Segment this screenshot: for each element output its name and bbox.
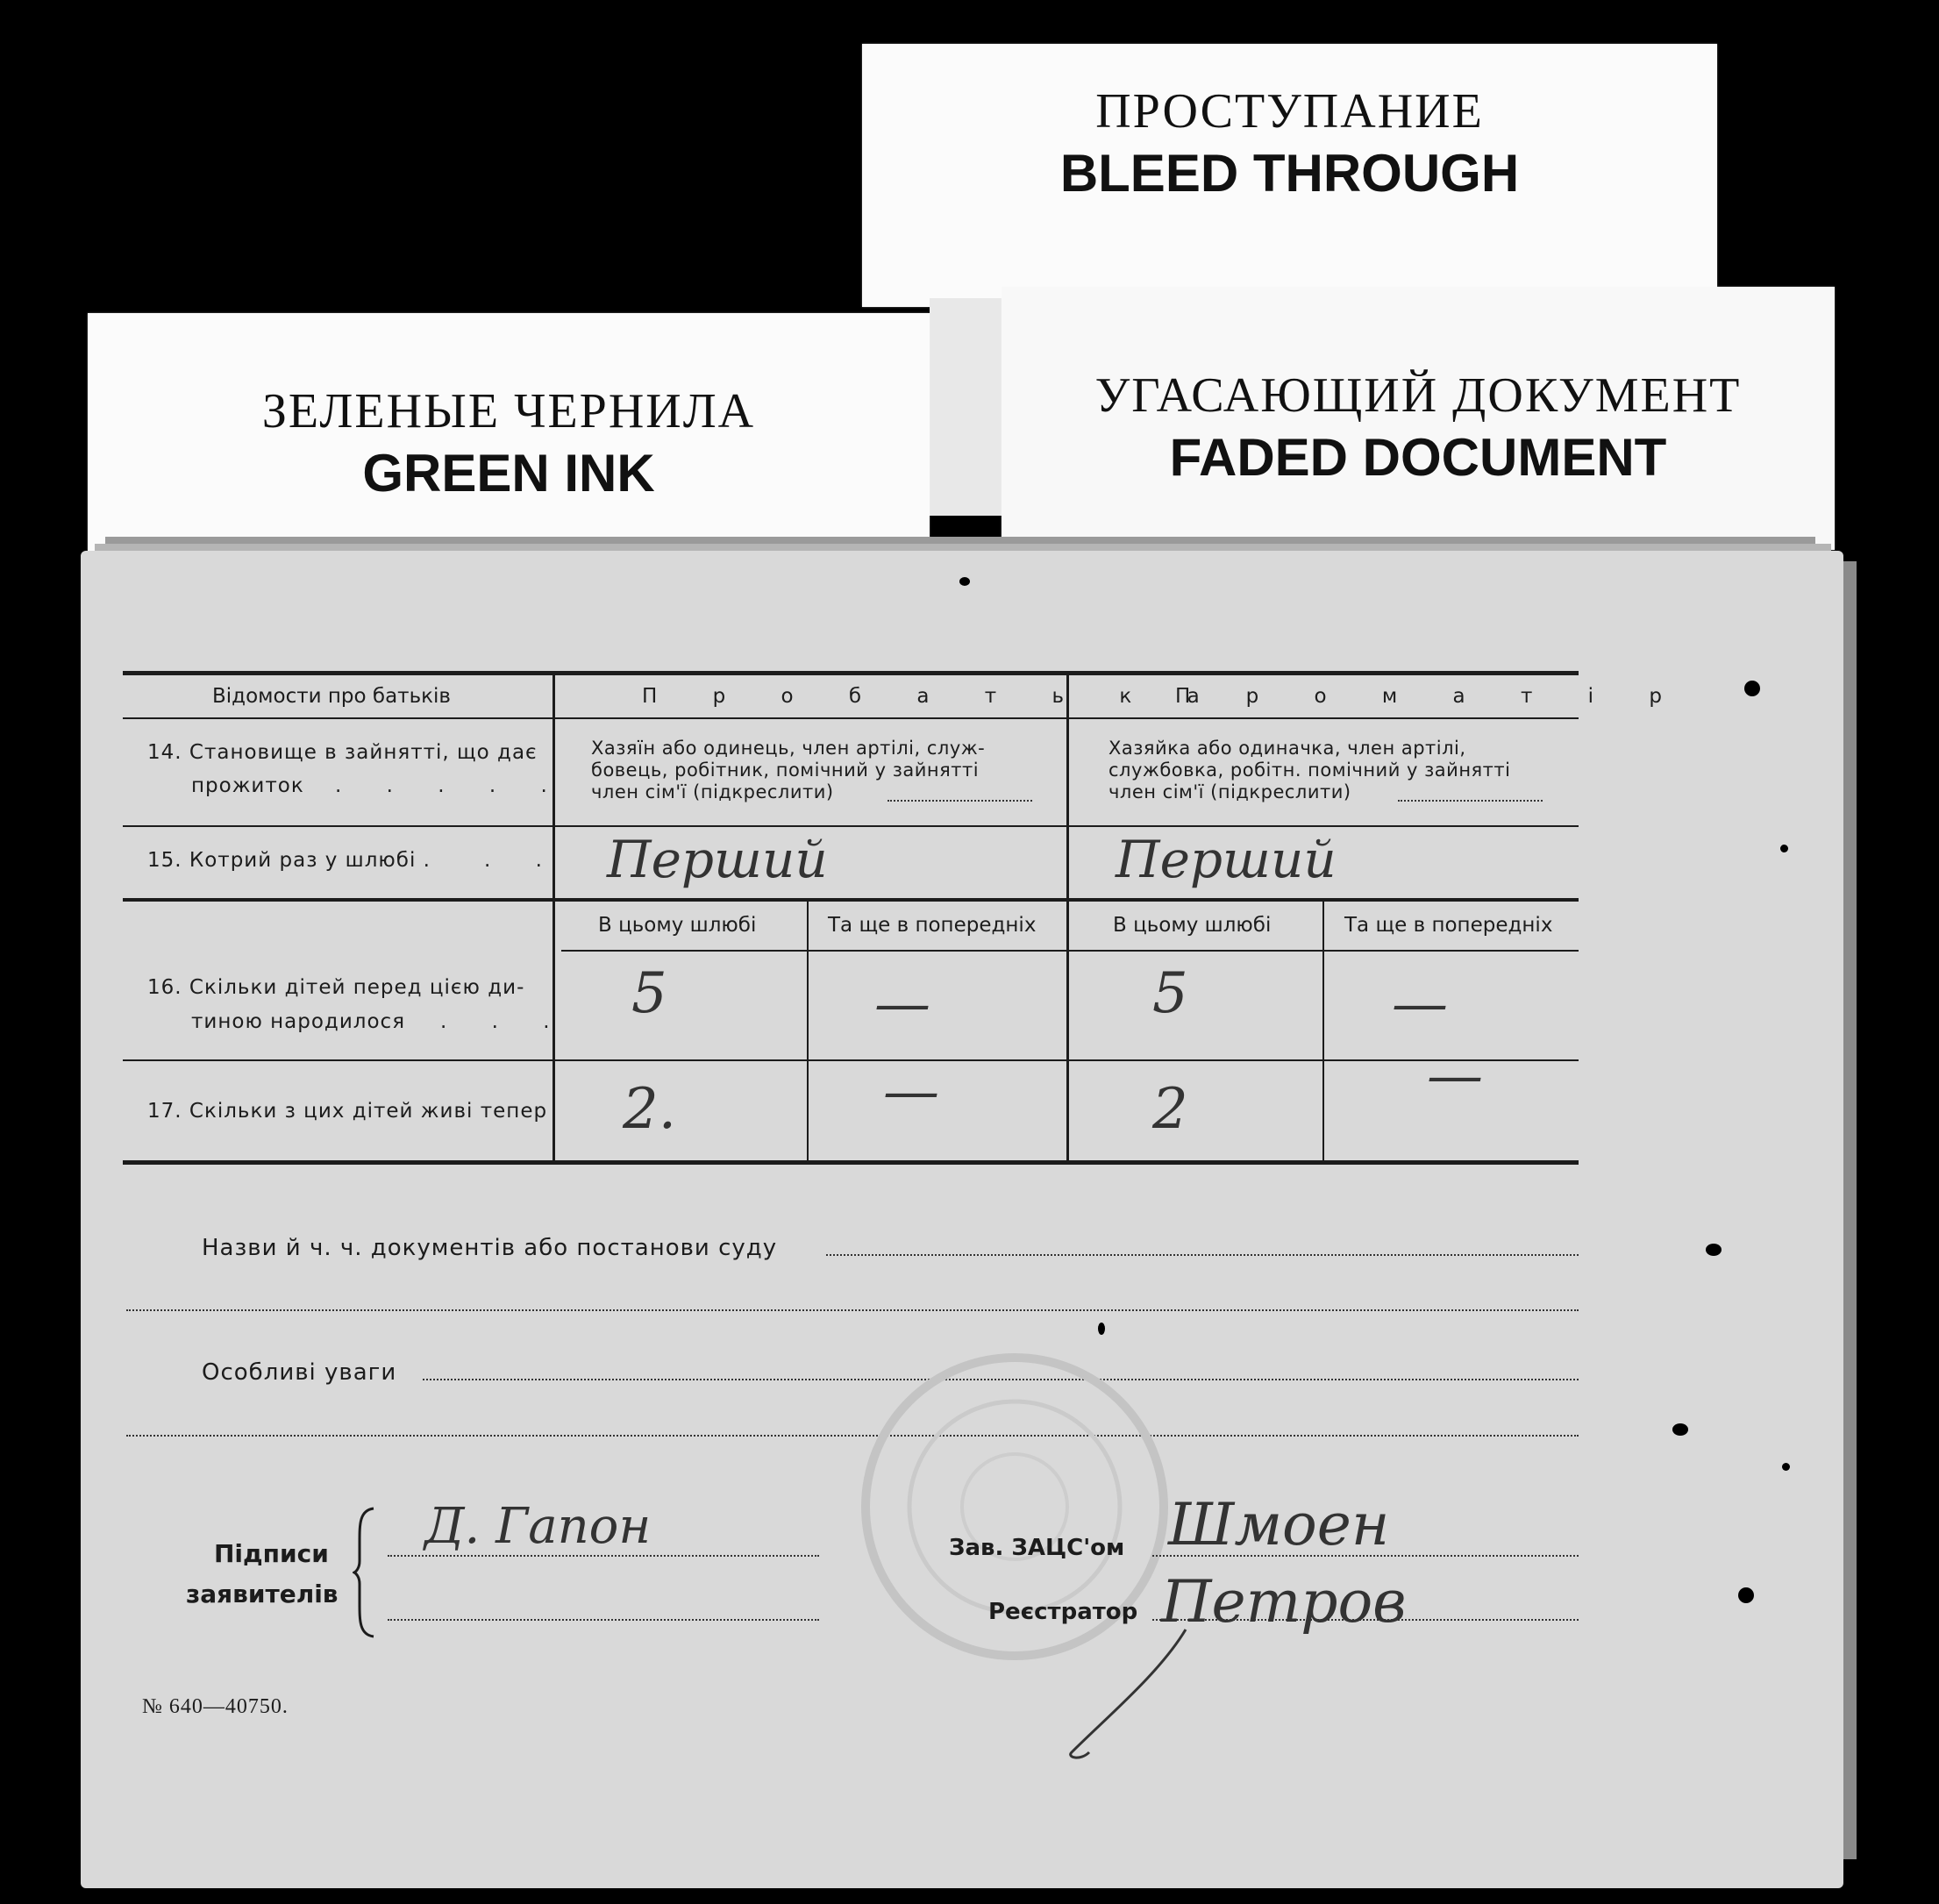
col-divider-mother xyxy=(1322,902,1324,1165)
father-this-marriage-header: В цьому шлюбі xyxy=(598,914,757,937)
bleed-through-card xyxy=(862,44,1717,307)
row17-mother-prev: — xyxy=(1427,1044,1483,1109)
col-divider-1 xyxy=(552,671,555,1165)
row15-rule xyxy=(123,898,1579,902)
row16-label-line2: тиною народилося xyxy=(191,1010,406,1033)
registrar-signature-flourish xyxy=(1054,1621,1203,1770)
row16-mother-prev: — xyxy=(1392,972,1448,1037)
signatures-brace xyxy=(353,1507,379,1638)
head-signature: Шмоен xyxy=(1168,1491,1390,1558)
table-bottom-rule xyxy=(123,1160,1579,1165)
applicant-signature-line-2 xyxy=(388,1619,819,1621)
documents-label: Назви й ч. ч. документів або постанови суду xyxy=(202,1235,778,1261)
row14-mother-dots xyxy=(1398,800,1543,802)
table-top-rule xyxy=(123,671,1579,675)
punch-hole xyxy=(1782,1463,1790,1471)
page-stack-edge xyxy=(105,537,1815,544)
row17-mother-this: 2 xyxy=(1152,1077,1188,1142)
father-previous-header: Та ще в попередніх xyxy=(828,914,1037,937)
card-overlap-strip xyxy=(930,298,1002,516)
row16-label-line1: 16. Скільки дітей перед цією ди- xyxy=(147,976,525,999)
row16-father-prev: — xyxy=(874,972,930,1037)
punch-hole xyxy=(1706,1244,1722,1256)
header-mother: П р о м а т і р xyxy=(1175,685,1686,708)
header-father: П р о б а т ь к а xyxy=(642,685,1224,708)
green-ink-en: GREEN INK xyxy=(362,444,655,503)
row15-father-value: Перший xyxy=(607,830,828,889)
row14-label-line1: 14. Становище в зайнятті, що дає xyxy=(147,741,538,764)
registrar-label: Реєстратор xyxy=(988,1599,1138,1625)
header-rule xyxy=(123,717,1579,719)
row14-father-line1: Хазяїн або одинець, член артілі, служ- xyxy=(591,738,986,759)
row14-mother-line1: Хазяйка або одиначка, член артілі, xyxy=(1109,738,1466,759)
row16-mother-this: 5 xyxy=(1152,961,1188,1026)
faded-document-card xyxy=(1002,287,1835,550)
mother-previous-header: Та ще в попередніх xyxy=(1344,914,1553,937)
documents-dots-2 xyxy=(126,1309,1579,1311)
row14-mother-line3: член сім'ї (підкреслити) xyxy=(1109,781,1351,802)
punch-hole xyxy=(1780,845,1788,852)
green-ink-card xyxy=(88,313,930,567)
green-ink-ru: ЗЕЛЕНЫЕ ЧЕРНИЛА xyxy=(261,384,756,439)
row14-father-line2: бовець, робітник, помічний у зайнятті xyxy=(591,759,980,781)
punch-hole xyxy=(959,577,970,586)
punch-hole xyxy=(1744,681,1760,696)
punch-hole xyxy=(1672,1423,1688,1436)
signatures-label-line1: Підписи xyxy=(214,1539,329,1568)
col-divider-father xyxy=(807,902,809,1165)
row14-label-dots: . . . . . xyxy=(335,774,567,797)
faded-document-en: FADED DOCUMENT xyxy=(1169,428,1667,487)
applicant-signature-line-1 xyxy=(388,1555,819,1557)
row14-father-dots xyxy=(888,800,1032,802)
row14-father-line3: член сім'ї (підкреслити) xyxy=(591,781,834,802)
row14-label-line2: прожиток xyxy=(191,774,304,797)
row16-rule xyxy=(123,1059,1579,1061)
faded-document-ru: УГАСАЮЩИЙ ДОКУМЕНТ xyxy=(1094,368,1742,423)
row15-mother-value: Перший xyxy=(1116,830,1337,889)
form-number: № 640—40750. xyxy=(142,1695,289,1718)
bleed-through-ru: ПРОСТУПАНИЕ xyxy=(1095,84,1484,139)
punch-hole xyxy=(1738,1587,1754,1603)
row17-label: 17. Скільки з цих дітей живі тепер xyxy=(147,1100,548,1123)
col-divider-2 xyxy=(1066,671,1069,1165)
page-stack-edge xyxy=(95,544,1831,551)
head-of-registry-label: Зав. ЗАЦС'ом xyxy=(949,1535,1125,1561)
registrar-signature: Петров xyxy=(1161,1568,1407,1636)
row15-label-dots: . . xyxy=(484,849,561,872)
subheader-rule xyxy=(561,950,1579,952)
bleed-through-en: BLEED THROUGH xyxy=(1059,144,1520,203)
row17-father-this: 2. xyxy=(623,1077,677,1142)
documents-dots-1 xyxy=(826,1254,1579,1256)
mother-this-marriage-header: В цьому шлюбі xyxy=(1113,914,1272,937)
row16-father-this: 5 xyxy=(631,961,667,1026)
applicant-signature: Д. Гапон xyxy=(424,1498,652,1555)
punch-hole xyxy=(1098,1323,1105,1335)
registration-form-sheet xyxy=(81,551,1843,1888)
row17-father-prev: — xyxy=(883,1059,939,1124)
row15-label: 15. Котрий раз у шлюбі . xyxy=(147,849,431,872)
row16-label-dots: . . . xyxy=(440,1010,569,1033)
remarks-label: Особливі уваги xyxy=(202,1359,397,1386)
row14-mother-line2: службовка, робітн. помічний у зайнятті xyxy=(1109,759,1511,781)
signatures-label-line2: заявителів xyxy=(186,1580,339,1608)
header-col1: Відомости про батьків xyxy=(212,685,451,708)
row14-rule xyxy=(123,825,1579,827)
